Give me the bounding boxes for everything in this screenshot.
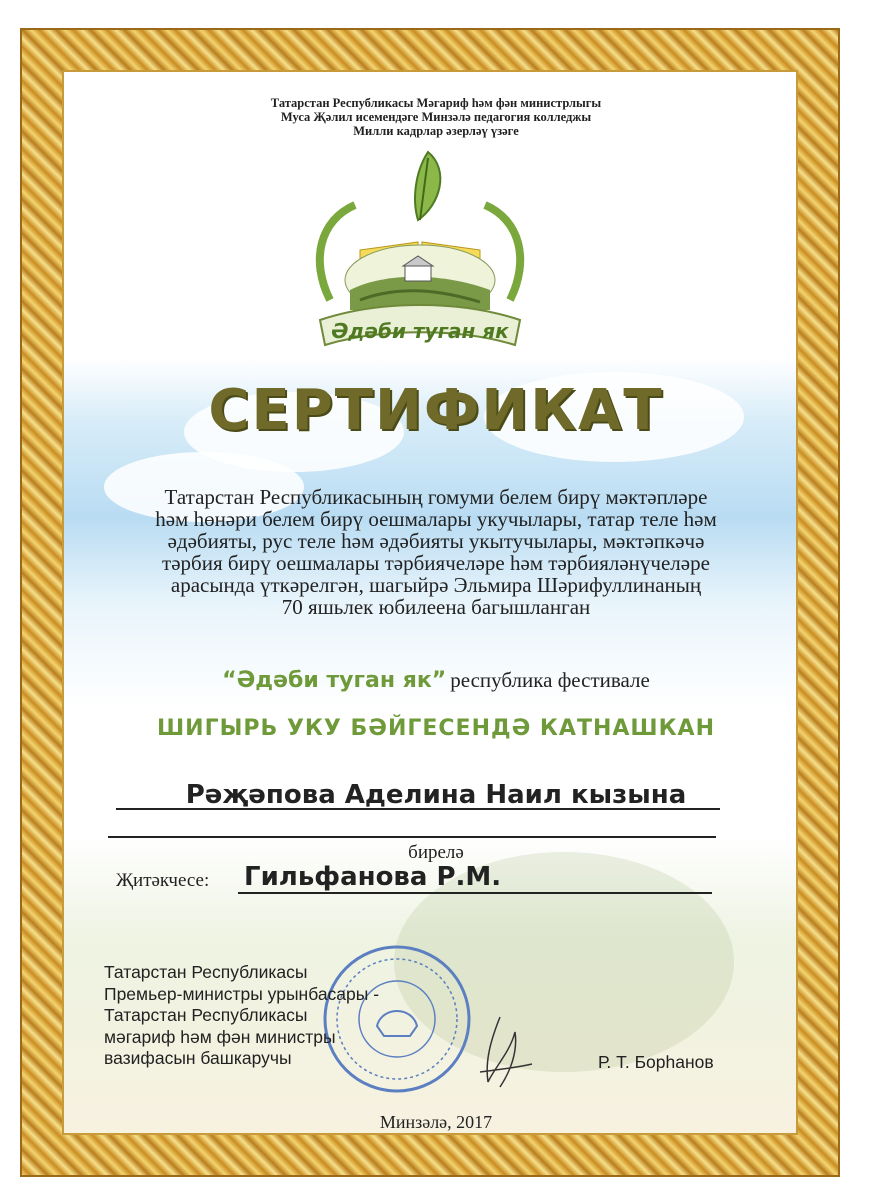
recipient-name: Рәҗәпова Аделина Наил кызына: [185, 780, 687, 810]
body-line-2: һәм һөнәри белем бирү оешмалары укучылары, татар теле һәм: [155, 507, 717, 531]
underline: [108, 836, 716, 838]
body-line-5: арасында үткәрелгән, шагыйрә Эльмира Шәрифуллинаның: [170, 573, 702, 597]
body-line-3: әдәбияты, рус теле һәм әдәбияты укытучылары, мәктәпкәчә: [167, 529, 705, 553]
header-line-2: Муса Җәлил исемендәге Минзәлә педагогия колледжы: [280, 110, 592, 124]
header-line-3: Милли кадрлар әзерләү үзәге: [353, 124, 519, 138]
festival-name: “Әдәби туган як”: [222, 668, 447, 693]
signature-line-1: Татарстан Республикасы: [104, 962, 308, 982]
festival-emblem-icon: [300, 150, 540, 350]
header-line-1: Татарстан Республикасы Мәгариф һәм фән министрлыгы: [270, 96, 602, 110]
body-line-6: 70 яшьлек юбилеена багышланган: [281, 595, 591, 619]
given-text: бирелә: [408, 842, 464, 863]
leader-label: Җитәкчесе:: [116, 870, 210, 891]
underline: [116, 808, 720, 810]
place-year: Минзәлә, 2017: [379, 1112, 493, 1132]
festival-line: [0, 668, 872, 693]
leader-name: Гильфанова Р.М.: [244, 862, 502, 892]
signature-line-3: Татарстан Республикасы: [104, 1005, 308, 1025]
festival-rest: республика фестивале: [450, 668, 650, 692]
signature-block: [104, 962, 379, 1070]
body-line-4: тәрбия бирү оешмалары тәрбиячеләре һәм тәрбияләнүчеләре: [162, 551, 710, 575]
signer-name: Р. Т. Борһанов: [598, 1052, 714, 1072]
signature-line-5: вазифасын башкаручы: [104, 1048, 292, 1068]
certificate-title: СЕРТИФИКАТ: [208, 378, 664, 443]
signature-line-2: Премьер-министры урынбасары -: [104, 983, 380, 1004]
emblem-text: Әдәби туган як: [331, 319, 509, 343]
signature-icon: [470, 1012, 540, 1092]
body-line-1: Татарстан Республикасының гомуми белем бирү мәктәпләре: [164, 485, 708, 509]
signature-line-4: мәгариф һәм фән министры: [104, 1026, 336, 1047]
underline: [238, 892, 712, 894]
subtitle: ШИГЫРЬ УКУ БӘЙГЕСЕНДӘ КАТНАШКАН: [156, 716, 715, 741]
